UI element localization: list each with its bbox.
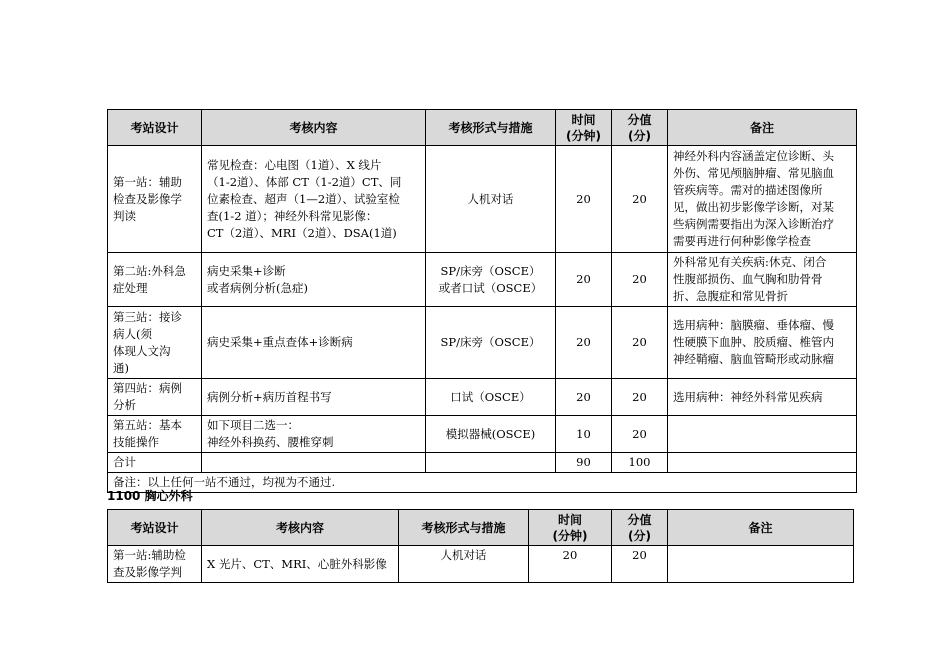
header-note: 备注: [668, 510, 854, 546]
total-time: 90: [556, 453, 612, 473]
total-row: [108, 453, 857, 473]
content-cell: 病史采集+诊断 或者病例分析(急症): [202, 253, 426, 307]
time-cell: 20: [556, 307, 612, 379]
empty-cell: [426, 453, 556, 473]
score-cell: 20: [612, 253, 668, 307]
table-row: [108, 416, 857, 453]
empty-cell: [668, 453, 857, 473]
header-station: 考站设计: [108, 110, 202, 146]
table-header-row: [108, 510, 854, 546]
empty-cell: [202, 453, 426, 473]
section-title: 1100 胸心外科: [107, 489, 193, 503]
method-cell: 模拟器械(OSCE): [426, 416, 556, 453]
content-cell: 病史采集+重点查体+诊断病: [202, 307, 426, 379]
table-row: [108, 546, 854, 583]
header-content: 考核内容: [202, 110, 426, 146]
station-cell: 第一站：辅助 检查及影像学 判读: [108, 146, 202, 253]
content-cell: X 光片、CT、MRI、心脏外科影像: [202, 546, 399, 583]
score-cell: 20: [612, 146, 668, 253]
station-cell: 第五站：基本 技能操作: [108, 416, 202, 453]
total-label: 合计: [108, 453, 202, 473]
method-cell: SP/床旁（OSCE）: [426, 307, 556, 379]
score-cell: 20: [612, 307, 668, 379]
header-time: 时间 (分钟): [556, 110, 612, 146]
note-cell: [668, 416, 857, 453]
table-row: [108, 379, 857, 416]
note-cell: 神经外科内容涵盖定位诊断、头 外伤、常见颅脑肿瘤、常见脑血 管疾病等。需对的描述图像所 见，做出初步影像学诊断，对某 些病例需要指出为深入诊断治疗 需要再进行何种影像学检查: [668, 146, 857, 253]
method-cell: 人机对话: [426, 146, 556, 253]
header-note: 备注: [668, 110, 857, 146]
table-row: [108, 146, 857, 253]
remark-row: [108, 473, 857, 493]
time-cell: 10: [556, 416, 612, 453]
station-cell: 第二站:外科急 症处理: [108, 253, 202, 307]
method-cell: 口试（OSCE）: [426, 379, 556, 416]
header-station: 考站设计: [108, 510, 202, 546]
header-score: 分值 (分): [612, 110, 668, 146]
content-cell: 如下项目二选一： 神经外科换药、腰椎穿刺: [202, 416, 426, 453]
content-cell: 常见检查：心电图（1道）、X 线片 （1-2道）、体部 CT（1-2道）CT、同 位素检查、超声（1—2道）、试验室检 查(1-2 道）；神经外科常见影像： CT（2道）、MRI（2道）、DSA(1道): [202, 146, 426, 253]
station-cell: 第四站：病例 分析: [108, 379, 202, 416]
score-cell: 20: [612, 416, 668, 453]
content-cell: 病例分析+病历首程书写: [202, 379, 426, 416]
time-cell: 20: [556, 146, 612, 253]
exam-table-neurosurgery: [107, 109, 857, 493]
total-score: 100: [612, 453, 668, 473]
header-score: 分值 (分): [612, 510, 668, 546]
method-cell: SP/床旁（OSCE） 或者口试（OSCE）: [426, 253, 556, 307]
table-row: [108, 253, 857, 307]
time-cell: 20: [556, 379, 612, 416]
remark-text: 备注：以上任何一站不通过，均视为不通过.: [108, 473, 857, 493]
station-cell: 第一站:辅助检 查及影像学判: [108, 546, 202, 583]
note-cell: 选用病种：脑膜瘤、垂体瘤、慢 性硬膜下血肿、胶质瘤、椎管内 神经鞘瘤、脑血管畸形或动脉瘤: [668, 307, 857, 379]
header-method: 考核形式与措施: [399, 510, 529, 546]
time-cell: 20: [556, 253, 612, 307]
note-cell: 选用病种：神经外科常见疾病: [668, 379, 857, 416]
time-cell: 20: [529, 546, 612, 583]
header-content: 考核内容: [202, 510, 399, 546]
table-header-row: [108, 110, 857, 146]
note-cell: [668, 546, 854, 583]
exam-table-cardiothoracic: [107, 509, 854, 583]
score-cell: 20: [612, 379, 668, 416]
score-cell: 20: [612, 546, 668, 583]
table-row: [108, 307, 857, 379]
station-cell: 第三站：接诊 病人(须 体现人文沟 通): [108, 307, 202, 379]
header-time: 时间 (分钟): [529, 510, 612, 546]
method-cell: 人机对话: [399, 546, 529, 583]
note-cell: 外科常见有关疾病:休克、闭合 性腹部损伤、血气胸和肋骨骨 折、急腹症和常见骨折: [668, 253, 857, 307]
header-method: 考核形式与措施: [426, 110, 556, 146]
